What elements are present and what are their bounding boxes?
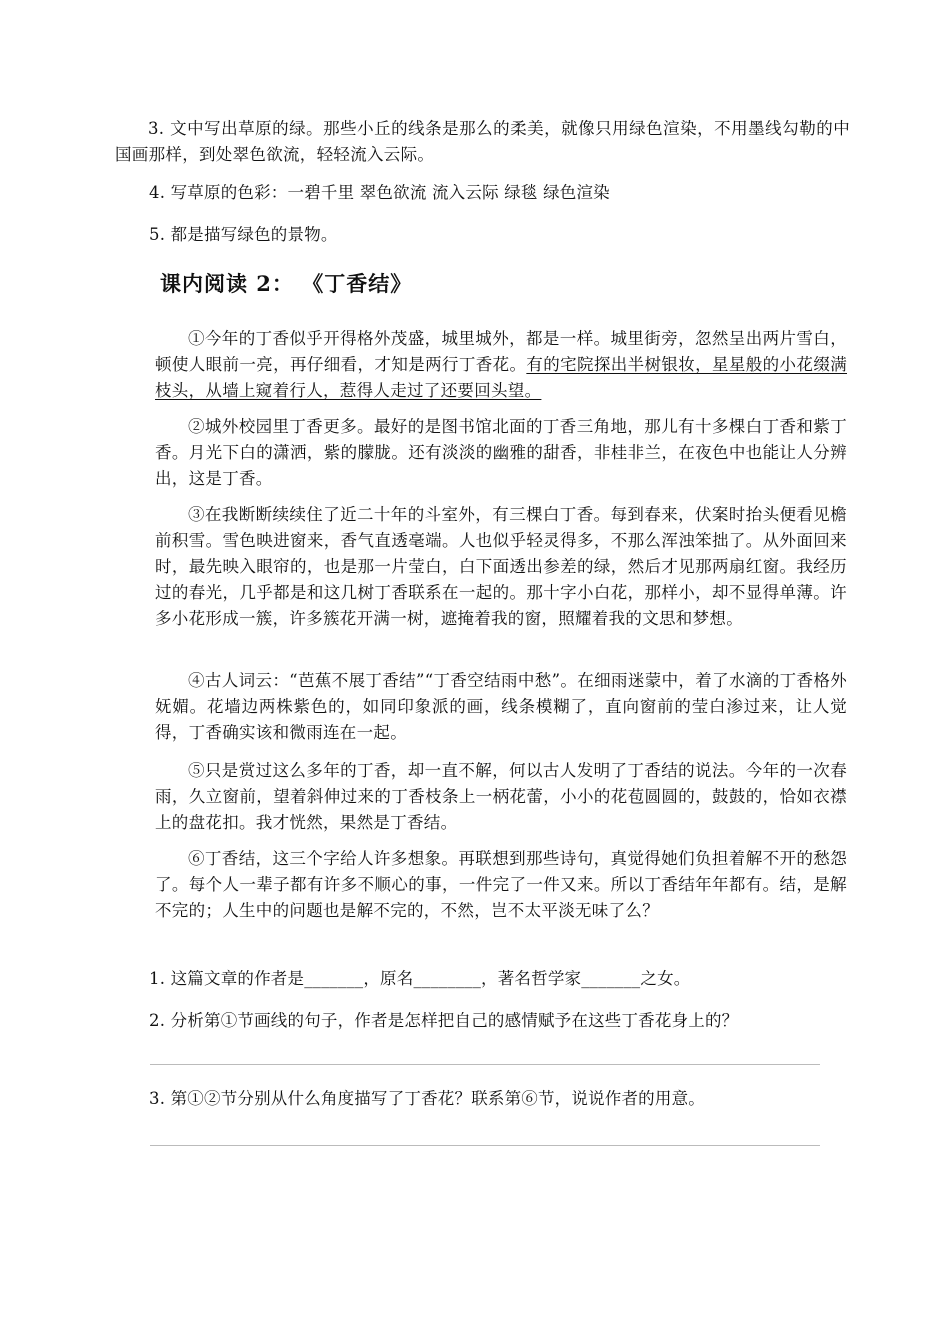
paragraph-1-text: ①今年的丁香似乎开得格外茂盛，城里城外，都是一样。城里街旁，忽然呈出两片雪白，顿使人眼前一亮，再仔细看，才知是两行丁香花。 (155, 329, 847, 374)
passage-paragraph-4: ④古人词云：“芭蕉不展丁香结”“丁香空结雨中愁”。在细雨迷蒙中，着了水滴的丁香格外妩媚。花墙边两株紫色的，如同印象派的画，线条模糊了，直向窗前的莹白渗过来，让人觉得，丁香确实该和微雨连在一起。 (155, 671, 847, 742)
prev-answer-5: 5. 都是描写绿色的景物。 (149, 225, 338, 244)
answer-line-2 (150, 1064, 820, 1065)
paragraph-1-underlined-sentence: 有的宅院探出半树银妆，星星般的小花缀满枝头，从墙上窥着行人，惹得人走过了还要回头望。 (155, 355, 847, 400)
prev-answer-3: 3. 文中写出草原的绿。那些小丘的线条是那么的柔美，就像只用绿色渲染，不用墨线勾勒的中国画那样，到处翠色欲流，轻轻流入云际。 (115, 119, 850, 164)
passage-paragraph-2: ②城外校园里丁香更多。最好的是图书馆北面的丁香三角地，那儿有十多棵白丁香和紫丁香。月光下白的潇洒，紫的朦胧。还有淡淡的幽雅的甜香，非桂非兰，在夜色中也能让人分辨出，这是丁香。 (155, 417, 847, 488)
passage-paragraph-1 (155, 326, 847, 404)
passage-paragraph-5: ⑤只是赏过这么多年的丁香，却一直不解，何以古人发明了丁香结的说法。今年的一次春雨，久立窗前，望着斜伸过来的丁香枝条上一柄花蕾，小小的花苞圆圆的，鼓鼓的，恰如衣襟上的盘花扣。我才恍然，果然是丁香结。 (155, 761, 847, 832)
section-heading: 课内阅读 2： 《丁香结》 (160, 271, 413, 296)
question-3: 3. 第①②节分别从什么角度描写了丁香花？联系第⑥节，说说作者的用意。 (149, 1089, 705, 1108)
passage-paragraph-6: ⑥丁香结，这三个字给人许多想象。再联想到那些诗句，真觉得她们负担着解不开的愁怨了。每个人一辈子都有许多不顺心的事，一件完了一件又来。所以丁香结年年都有。结，是解不完的；人生中的问题也是解不完的，不然，岂不太平淡无味了么？ (155, 849, 847, 920)
question-2: 2. 分析第①节画线的句子，作者是怎样把自己的感情赋予在这些丁香花身上的？ (149, 1011, 739, 1030)
answer-line-3 (150, 1145, 820, 1146)
question-1: 1. 这篇文章的作者是_______，原名________，著名哲学家_______之女。 (149, 969, 691, 988)
prev-answer-4: 4. 写草原的色彩：一碧千里 翠色欲流 流入云际 绿毯 绿色渲染 (149, 183, 610, 202)
passage-paragraph-3: ③在我断断续续住了近二十年的斗室外，有三棵白丁香。每到春来，伏案时抬头便看见檐前积雪。雪色映进窗来，香气直透毫端。人也似乎轻灵得多，不那么浑浊笨拙了。从外面回来时，最先映入眼帘的，也是那一片莹白，白下面透出参差的绿，然后才见那两扇红窗。我经历过的春光，几乎都是和这几树丁香联系在一起的。那十字小白花，那样小，却不显得单薄。许多小花形成一簇，许多簇花开满一树，遮掩着我的窗，照耀着我的文思和梦想。 (155, 505, 847, 628)
